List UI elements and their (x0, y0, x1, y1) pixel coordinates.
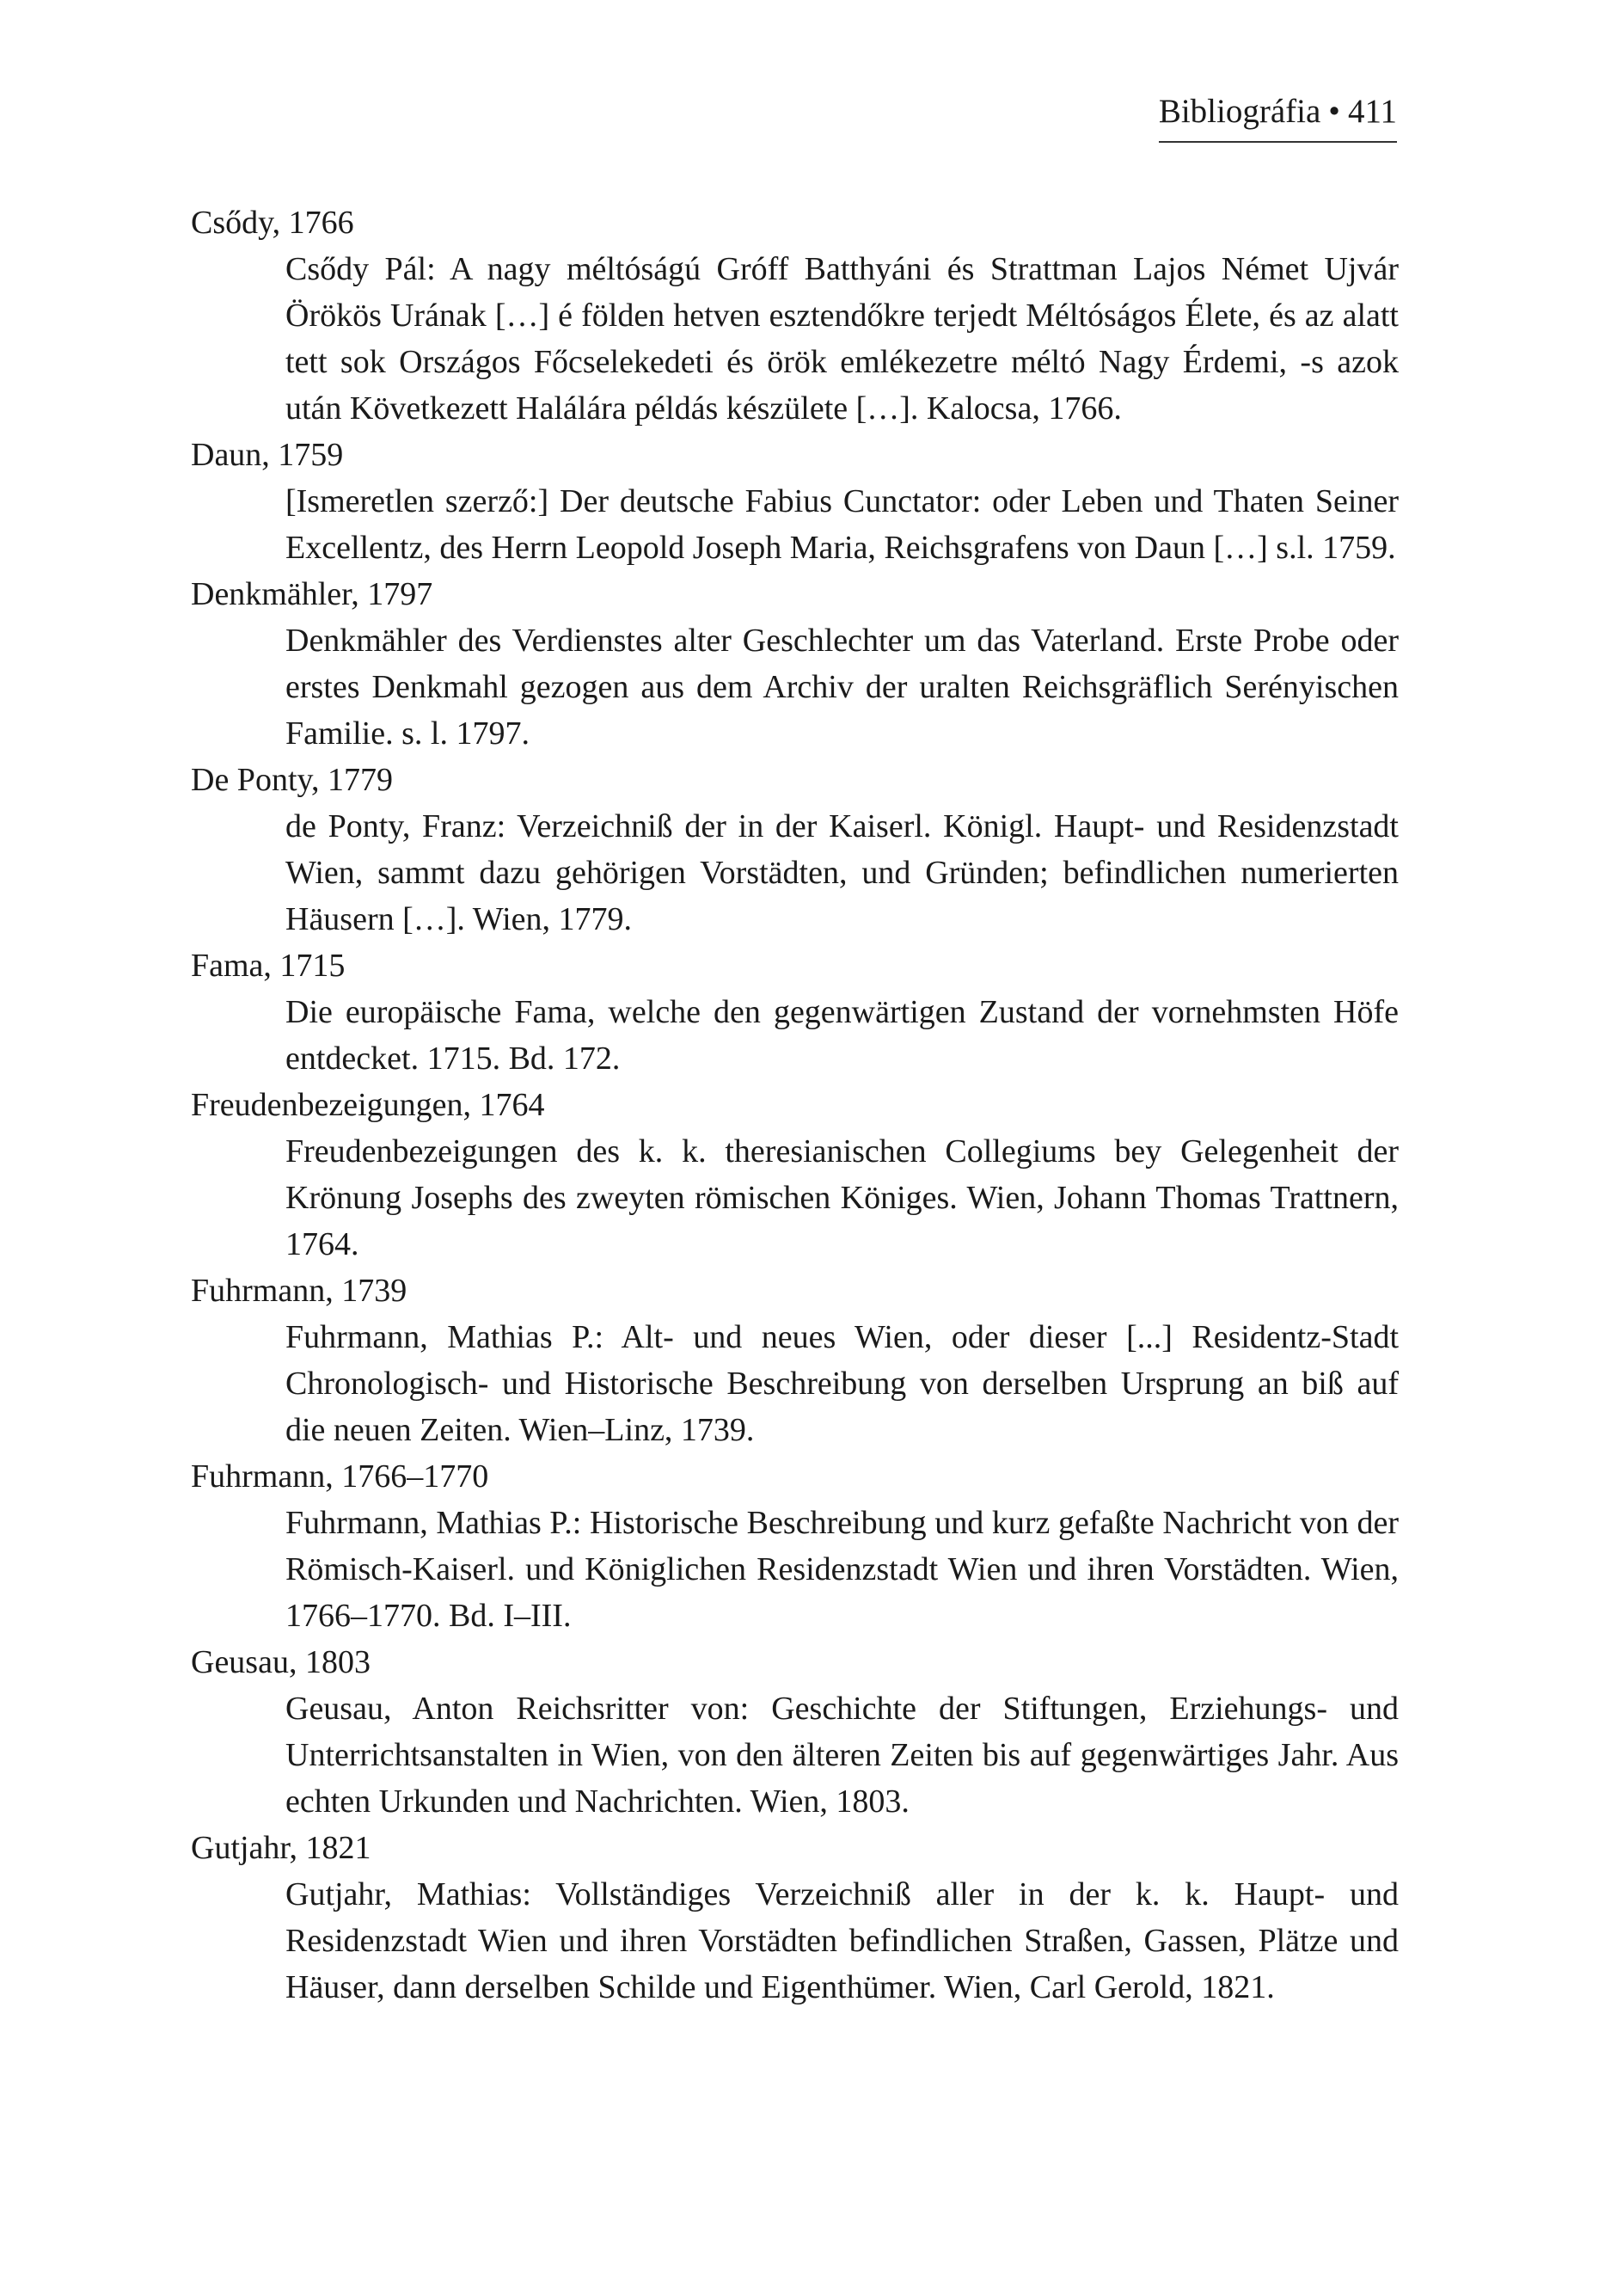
bibliography-entry-denkmahler-1797 (191, 571, 1399, 757)
section-title: Bibliográfia (1158, 93, 1321, 130)
entry-key: Fuhrmann, 1766–1770 (191, 1458, 489, 1495)
bibliography-entry-de-ponty-1779 (191, 757, 1399, 942)
bibliography-entry-fuhrmann-1739 (191, 1268, 1399, 1453)
bibliography-entry-csody-1766 (191, 200, 1399, 432)
entry-key: Fuhrmann, 1739 (191, 1273, 407, 1309)
entry-key: Denkmähler, 1797 (191, 576, 433, 612)
bibliography-entry-freudenbezeigungen-1764 (191, 1082, 1399, 1268)
entry-key: Daun, 1759 (191, 437, 344, 473)
bibliography-entry-geusau-1803 (191, 1639, 1399, 1825)
entry-citation: Geusau, Anton Reichsritter von: Geschichte der Stiftungen, Erziehungs- und Unterrichtsanstalten in Wien, von den älteren Zeiten bis auf gegenwärtiges Jahr. Aus echten Urkunden und Nachrichten. Wien, 1803. (285, 1691, 1399, 1820)
entry-key: Geusau, 1803 (191, 1644, 371, 1680)
bibliography-entry-gutjahr-1821 (191, 1825, 1399, 2011)
entry-key: De Ponty, 1779 (191, 762, 394, 798)
bibliography-entry-fuhrmann-1766-1770 (191, 1453, 1399, 1639)
entry-citation: Gutjahr, Mathias: Vollständiges Verzeichniß aller in der k. k. Haupt- und Residenzstadt Wien und ihren Vorstädten befindlichen Straßen, Gassen, Plätze und Häuser, dann derselben Schilde und Eigenthümer. Wien, Carl Gerold, 1821. (285, 1876, 1399, 2005)
entry-key: Csődy, 1766 (191, 205, 354, 241)
entry-citation: Freudenbezeigungen des k. k. theresianischen Collegiums bey Gelegenheit der Krönung Josephs des zweyten römischen Königes. Wien, Johann Thomas Trattnern, 1764. (285, 1133, 1399, 1262)
entry-citation: de Ponty, Franz: Verzeichniß der in der Kaiserl. Königl. Haupt- und Residenzstadt Wien, sammt dazu gehörigen Vorstädten, und Gründen; befindlichen numerierten Häusern […]. Wien, 1779. (285, 808, 1399, 937)
entry-citation: Denkmähler des Verdienstes alter Geschlechter um das Vaterland. Erste Probe oder erstes Denkmahl gezogen aus dem Archiv der uralten Reichsgräflich Serényischen Familie. s. l. 1797. (285, 623, 1399, 752)
entry-citation: Fuhrmann, Mathias P.: Alt- und neues Wien, oder dieser [...] Residentz-Stadt Chronologisch- und Historische Beschreibung von derselben Ursprung an biß auf die neuen Zeiten. Wien–Linz, 1739. (285, 1319, 1399, 1448)
bibliography-entry-fama-1715 (191, 942, 1399, 1082)
entry-citation: Fuhrmann, Mathias P.: Historische Beschreibung und kurz gefaßte Nachricht von der Römisch-Kaiserl. und Königlichen Residenzstadt Wien und ihren Vorstädten. Wien, 1766–1770. Bd. I–III. (285, 1505, 1399, 1634)
entry-key: Gutjahr, 1821 (191, 1830, 371, 1866)
entry-key: Fama, 1715 (191, 948, 346, 984)
page-number: 411 (1347, 93, 1397, 130)
entry-key: Freudenbezeigungen, 1764 (191, 1087, 545, 1123)
entry-citation: Die europäische Fama, welche den gegenwärtigen Zustand der vornehmsten Höfe entdecket. 1715. Bd. 172. (285, 994, 1399, 1077)
running-head (1159, 89, 1397, 143)
bibliography-list (191, 200, 1399, 2011)
entry-citation: Csődy Pál: A nagy méltóságú Gróff Batthyáni és Strattman Lajos Német Ujvár Örökös Urának […] é földen hetven esztendőkre terjedt Méltóságos Élete, és az alatt tett sok Országos Főcselekedeti és örök emlékezetre méltó Nagy Érdemi, -s azok után Következett Halálára példás készülete […]. Kalocsa, 1766. (285, 251, 1399, 427)
bibliography-entry-daun-1759 (191, 432, 1399, 571)
entry-citation: [Ismeretlen szerző:] Der deutsche Fabius Cunctator: oder Leben und Thaten Seiner Excellentz, des Herrn Leopold Joseph Maria, Reichsgrafens von Daun […] s.l. 1759. (285, 483, 1399, 566)
header-separator: • (1328, 93, 1340, 130)
